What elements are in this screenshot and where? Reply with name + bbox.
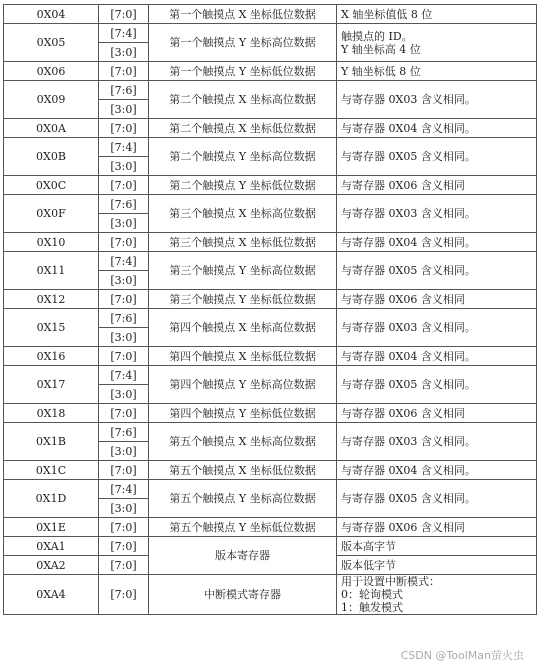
register-name-cell: 第五个触摸点 X 坐标低位数据 xyxy=(149,461,337,480)
register-address-cell: 0XA4 xyxy=(4,575,99,615)
description-line: 与寄存器 0X03 含义相同。 xyxy=(341,207,476,220)
description-line: 与寄存器 0X05 含义相同。 xyxy=(341,150,476,163)
table-row xyxy=(4,5,537,24)
bit-range-cell: [3:0] xyxy=(99,157,149,176)
register-name-cell: 第三个触摸点 Y 坐标低位数据 xyxy=(149,290,337,309)
bit-range-cell: [7:6] xyxy=(99,81,149,100)
bit-range-cell: [7:0] xyxy=(99,290,149,309)
register-address-cell: 0X11 xyxy=(4,252,99,290)
description-line: 与寄存器 0X06 含义相同 xyxy=(341,178,465,192)
table-row xyxy=(4,518,537,537)
bit-range-cell: [7:0] xyxy=(99,233,149,252)
bit-range-cell: [7:6] xyxy=(99,195,149,214)
register-description-cell xyxy=(337,24,537,62)
table-row xyxy=(4,81,537,100)
register-address-cell: 0X0A xyxy=(4,119,99,138)
bit-range-cell: [7:0] xyxy=(99,62,149,81)
bit-range-cell: [7:0] xyxy=(99,119,149,138)
register-name-cell: 版本寄存器 xyxy=(149,537,337,575)
register-description-cell xyxy=(337,62,537,81)
register-description-cell xyxy=(337,138,537,176)
description-line: 与寄存器 0X03 含义相同。 xyxy=(341,93,476,106)
description-line: 与寄存器 0X03 含义相同。 xyxy=(341,435,476,448)
bit-range-cell: [7:4] xyxy=(99,138,149,157)
register-description-cell xyxy=(337,366,537,404)
table-row xyxy=(4,176,537,195)
bit-range-cell: [7:0] xyxy=(99,5,149,24)
register-description-cell xyxy=(337,347,537,366)
description-line: 与寄存器 0X05 含义相同。 xyxy=(341,264,476,277)
table-row xyxy=(4,233,537,252)
register-description-cell xyxy=(337,423,537,461)
description-line: 与寄存器 0X06 含义相同 xyxy=(341,520,465,534)
bit-range-cell: [7:0] xyxy=(99,518,149,537)
register-name-cell: 第五个触摸点 X 坐标高位数据 xyxy=(149,423,337,461)
register-address-cell: 0X16 xyxy=(4,347,99,366)
register-description-cell xyxy=(337,404,537,423)
bit-range-cell: [7:4] xyxy=(99,366,149,385)
register-name-cell: 第二个触摸点 X 坐标高位数据 xyxy=(149,81,337,119)
table-row xyxy=(4,195,537,214)
register-description-cell: 版本高字节 xyxy=(337,537,537,556)
register-name-cell: 第四个触摸点 Y 坐标低位数据 xyxy=(149,404,337,423)
register-description-cell xyxy=(337,81,537,119)
bit-range-cell: [7:6] xyxy=(99,423,149,442)
bit-range-cell: [3:0] xyxy=(99,385,149,404)
table-row xyxy=(4,480,537,499)
register-description-cell xyxy=(337,5,537,24)
table-row xyxy=(4,24,537,43)
register-table-body xyxy=(4,5,537,615)
register-description-cell xyxy=(337,119,537,138)
register-description-cell xyxy=(337,195,537,233)
register-name-cell: 第二个触摸点 Y 坐标高位数据 xyxy=(149,138,337,176)
register-description-cell xyxy=(337,518,537,537)
register-name-cell: 中断模式寄存器 xyxy=(149,575,337,615)
register-address-cell: 0X06 xyxy=(4,62,99,81)
description-line: Y 轴坐标低 8 位 xyxy=(341,64,421,78)
register-address-cell: 0X04 xyxy=(4,5,99,24)
register-name-cell: 第五个触摸点 Y 坐标高位数据 xyxy=(149,480,337,518)
table-row xyxy=(4,252,537,271)
description-line: 与寄存器 0X04 含义相同。 xyxy=(341,463,476,477)
register-name-cell: 第二个触摸点 X 坐标低位数据 xyxy=(149,119,337,138)
bit-range-cell: [3:0] xyxy=(99,328,149,347)
bit-range-cell: [3:0] xyxy=(99,214,149,233)
description-line: Y 轴坐标高 4 位 xyxy=(341,42,421,56)
bit-range-cell: [7:4] xyxy=(99,480,149,499)
table-row xyxy=(4,119,537,138)
table-row xyxy=(4,309,537,328)
bit-range-cell: [7:0] xyxy=(99,176,149,195)
register-address-cell: 0X18 xyxy=(4,404,99,423)
register-name-cell: 第五个触摸点 Y 坐标低位数据 xyxy=(149,518,337,537)
register-address-cell: 0XA2 xyxy=(4,556,99,575)
bit-range-cell: [7:0] xyxy=(99,556,149,575)
register-address-cell: 0X0C xyxy=(4,176,99,195)
register-name-cell: 第四个触摸点 X 坐标高位数据 xyxy=(149,309,337,347)
register-name-cell: 第一个触摸点 X 坐标低位数据 xyxy=(149,5,337,24)
register-name-cell: 第四个触摸点 Y 坐标高位数据 xyxy=(149,366,337,404)
description-line: 0：轮询模式 xyxy=(341,588,403,601)
description-line: 与寄存器 0X06 含义相同 xyxy=(341,292,465,306)
register-description-cell xyxy=(337,252,537,290)
register-address-cell: 0X1D xyxy=(4,480,99,518)
register-address-cell: 0X15 xyxy=(4,309,99,347)
register-description-cell: 版本低字节 xyxy=(337,556,537,575)
register-name-cell: 第二个触摸点 Y 坐标低位数据 xyxy=(149,176,337,195)
register-name-cell: 第三个触摸点 X 坐标低位数据 xyxy=(149,233,337,252)
register-address-cell: 0X17 xyxy=(4,366,99,404)
register-address-cell: 0XA1 xyxy=(4,537,99,556)
bit-range-cell: [3:0] xyxy=(99,271,149,290)
register-address-cell: 0X10 xyxy=(4,233,99,252)
register-name-cell: 第三个触摸点 X 坐标高位数据 xyxy=(149,195,337,233)
register-address-cell: 0X09 xyxy=(4,81,99,119)
description-line: 用于设置中断模式： xyxy=(341,575,440,588)
description-line: 与寄存器 0X05 含义相同。 xyxy=(341,378,476,391)
bit-range-cell: [3:0] xyxy=(99,43,149,62)
register-description-cell xyxy=(337,309,537,347)
register-description-cell xyxy=(337,575,537,615)
watermark: CSDN @ToolMan萤火虫 xyxy=(400,649,524,662)
table-row xyxy=(4,62,537,81)
register-description-cell xyxy=(337,480,537,518)
register-address-cell: 0X12 xyxy=(4,290,99,309)
register-description-cell xyxy=(337,290,537,309)
description-line: 与寄存器 0X06 含义相同 xyxy=(341,406,465,420)
register-description-cell xyxy=(337,233,537,252)
description-line: 1：触发模式 xyxy=(341,601,403,614)
register-address-cell: 0X1B xyxy=(4,423,99,461)
register-address-cell: 0X0B xyxy=(4,138,99,176)
bit-range-cell: [7:4] xyxy=(99,24,149,43)
table-row xyxy=(4,290,537,309)
table-row xyxy=(4,138,537,157)
register-description-cell xyxy=(337,176,537,195)
register-address-cell: 0X1E xyxy=(4,518,99,537)
bit-range-cell: [7:0] xyxy=(99,404,149,423)
description-line: 与寄存器 0X04 含义相同。 xyxy=(341,349,476,363)
register-name-cell: 第一个触摸点 Y 坐标高位数据 xyxy=(149,24,337,62)
bit-range-cell: [7:0] xyxy=(99,461,149,480)
bit-range-cell: [7:0] xyxy=(99,537,149,556)
bit-range-cell: [7:4] xyxy=(99,252,149,271)
register-address-cell: 0X05 xyxy=(4,24,99,62)
table-row xyxy=(4,537,537,556)
description-line: 与寄存器 0X04 含义相同。 xyxy=(341,121,476,135)
register-table xyxy=(3,4,537,615)
table-row xyxy=(4,347,537,366)
register-name-cell: 第一个触摸点 Y 坐标低位数据 xyxy=(149,62,337,81)
description-line: 与寄存器 0X03 含义相同。 xyxy=(341,321,476,334)
bit-range-cell: [7:6] xyxy=(99,309,149,328)
bit-range-cell: [3:0] xyxy=(99,499,149,518)
description-line: 触摸点的 ID。 xyxy=(341,29,413,43)
bit-range-cell: [3:0] xyxy=(99,442,149,461)
register-name-cell: 第三个触摸点 Y 坐标高位数据 xyxy=(149,252,337,290)
table-row xyxy=(4,404,537,423)
table-row xyxy=(4,423,537,442)
table-row xyxy=(4,461,537,480)
table-row xyxy=(4,575,537,615)
description-line: 与寄存器 0X04 含义相同。 xyxy=(341,235,476,249)
register-name-cell: 第四个触摸点 X 坐标低位数据 xyxy=(149,347,337,366)
register-address-cell: 0X1C xyxy=(4,461,99,480)
bit-range-cell: [7:0] xyxy=(99,575,149,615)
register-description-cell xyxy=(337,461,537,480)
bit-range-cell: [7:0] xyxy=(99,347,149,366)
description-line: X 轴坐标值低 8 位 xyxy=(341,7,433,21)
description-line: 与寄存器 0X05 含义相同。 xyxy=(341,492,476,505)
register-address-cell: 0X0F xyxy=(4,195,99,233)
table-row xyxy=(4,366,537,385)
bit-range-cell: [3:0] xyxy=(99,100,149,119)
